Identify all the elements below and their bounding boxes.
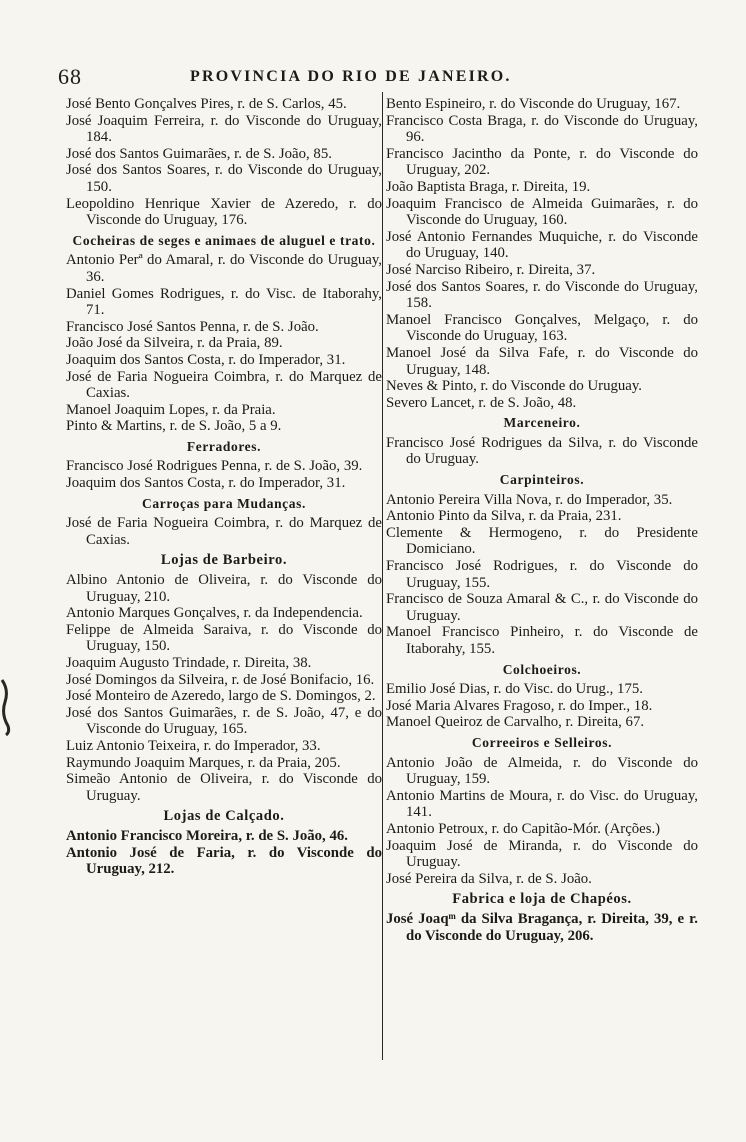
list-item: José Monteiro de Azeredo, largo de S. Domingos, 2.: [66, 688, 376, 705]
list-item: Manoel Queiroz de Carvalho, r. Direita, 67.: [386, 714, 645, 731]
list-item: José Antonio Fernandes Muquiche, r. do Visconde do Uruguay, 140.: [386, 228, 698, 262]
section-heading-colchoeiros: Colchoeiros.: [502, 661, 582, 677]
section-heading-marceneiro: Marceneiro.: [503, 415, 581, 431]
list-item: José Maria Alvares Fragoso, r. do Imper., 18.: [386, 697, 653, 714]
section-heading-carrocas: Carroças para Mudanças.: [142, 495, 306, 511]
list-item: José Pereira da Silva, r. de S. João.: [386, 870, 592, 887]
list-item: Leopoldino Henrique Xavier de Azeredo, r. do Visconde do Uruguay, 176.: [66, 195, 382, 229]
section-heading-correeiros: Correeiros e Selleiros.: [471, 734, 613, 750]
list-item: Francisco José Rodrigues Penna, r. de S. João, 39.: [66, 458, 363, 475]
list-item: José Domingos da Silveira, r. de José Bonifacio, 16.: [66, 671, 375, 688]
list-item: José dos Santos Guimarães, r. de S. João, 47, e do Visconde do Uruguay, 165.: [66, 704, 382, 738]
list-item: José de Faria Nogueira Coimbra, r. do Marquez de Caxias.: [66, 368, 382, 402]
list-item: Raymundo Joaquim Marques, r. da Praia, 205.: [66, 754, 341, 771]
section-heading-cocheiras: Cocheiras de seges e animaes de aluguel e trato.: [72, 232, 376, 248]
list-item: Joaquim Francisco de Almeida Guimarães, r. do Visconde do Uruguay, 160.: [386, 195, 698, 229]
list-item: Antonio Pinto da Silva, r. da Praia, 231.: [386, 508, 622, 525]
list-item: Bento Espineiro, r. do Visconde do Uruguay, 167.: [386, 96, 681, 112]
list-item: José de Faria Nogueira Coimbra, r. do Marquez de Caxias.: [66, 515, 382, 548]
section-heading-carpinteiros: Carpinteiros.: [499, 472, 585, 488]
list-item: Albino Antonio de Oliveira, r. do Visconde do Uruguay, 210.: [66, 572, 382, 605]
list-item: Joaquim Augusto Trindade, r. Direita, 38.: [66, 655, 312, 671]
list-item: José dos Santos Soares, r. do Visconde do Uruguay, 150.: [66, 162, 382, 195]
list-item: Neves & Pinto, r. do Visconde do Uruguay.: [386, 378, 642, 395]
list-item: Manoel Francisco Gonçalves, Melgaço, r. do Visconde do Uruguay, 163.: [386, 311, 698, 345]
list-item: Antonio Petroux, r. do Capitão-Mór. (Arções.): [386, 820, 661, 837]
list-item: Antonio Perª do Amaral, r. do Visconde do Uruguay, 36.: [66, 252, 382, 285]
list-item: Severo Lancet, r. de S. João, 48.: [386, 394, 577, 411]
list-item: José dos Santos Soares, r. do Visconde do Uruguay, 158.: [386, 278, 698, 312]
list-item: Francisco de Souza Amaral & C., r. do Visconde do Uruguay.: [386, 591, 698, 624]
section-heading-calcado: Lojas de Calçado.: [163, 808, 285, 825]
list-item: Emilio José Dias, r. do Visc. do Urug., 175.: [386, 681, 643, 698]
section-heading-ferradores: Ferradores.: [186, 438, 262, 454]
list-item: João Baptista Braga, r. Direita, 19.: [386, 178, 591, 195]
list-item: Antonio Pereira Villa Nova, r. do Imperador, 35.: [386, 491, 673, 508]
list-item: Joaquim dos Santos Costa, r. do Imperador, 31.: [66, 475, 346, 492]
list-item: José Joaqᵐ da Silva Bragança, r. Direita, 39, e r. do Visconde do Uruguay, 206.: [386, 910, 698, 944]
right-column: [386, 96, 698, 944]
list-item: Joaquim dos Santos Costa, r. do Imperador, 31.: [66, 351, 346, 368]
list-item: Manoel José da Silva Fafe, r. do Visconde do Uruguay, 148.: [386, 344, 698, 378]
list-item: Joaquim José de Miranda, r. do Visconde do Uruguay.: [386, 837, 698, 871]
running-title: PROVINCIA DO RIO DE JANEIRO.: [190, 68, 512, 85]
list-item: Clemente & Hermogeno, r. do Presidente Domiciano.: [386, 524, 698, 558]
binding-mark-icon: [0, 676, 13, 736]
list-item: Daniel Gomes Rodrigues, r. do Visc. de Itaborahy, 71.: [66, 285, 382, 319]
list-item: Francisco Jacintho da Ponte, r. do Visconde do Uruguay, 202.: [386, 145, 698, 179]
list-item: José Joaquim Ferreira, r. do Visconde do Uruguay, 184.: [66, 112, 382, 146]
left-column: [66, 96, 382, 878]
list-item: Felippe de Almeida Saraiva, r. do Visconde do Uruguay, 150.: [66, 621, 382, 655]
list-item: Antonio Marques Gonçalves, r. da Independencia.: [66, 605, 363, 622]
list-item: Francisco Costa Braga, r. do Visconde do Uruguay, 96.: [386, 112, 698, 146]
list-item: José dos Santos Guimarães, r. de S. João, 85.: [66, 145, 332, 162]
list-item: Pinto & Martins, r. de S. João, 5 a 9.: [66, 418, 282, 435]
column-divider: [382, 92, 383, 1060]
list-item: Simeão Antonio de Oliveira, r. do Visconde do Uruguay.: [66, 771, 382, 804]
list-item: Luiz Antonio Teixeira, r. do Imperador, 33.: [66, 737, 321, 754]
list-item: Francisco José Rodrigues, r. do Visconde do Uruguay, 155.: [386, 558, 698, 591]
page-number: 68: [58, 64, 82, 89]
section-heading-chapeos: Fabrica e loja de Chapéos.: [452, 891, 632, 908]
page-header: [58, 64, 698, 90]
list-item: José Bento Gonçalves Pires, r. de S. Carlos, 45.: [66, 96, 347, 112]
list-item: Francisco José Santos Penna, r. de S. João.: [66, 318, 319, 335]
list-item: José Narciso Ribeiro, r. Direita, 37.: [386, 261, 596, 278]
list-item: Antonio João de Almeida, r. do Visconde do Uruguay, 159.: [386, 754, 698, 788]
list-item: Antonio Francisco Moreira, r. de S. João, 46.: [66, 827, 348, 844]
list-item: Francisco José Rodrigues da Silva, r. do Visconde do Uruguay.: [386, 434, 698, 468]
list-item: Antonio José de Faria, r. do Visconde do Uruguay, 212.: [66, 844, 382, 878]
list-item: Antonio Martins de Moura, r. do Visc. do Uruguay, 141.: [386, 787, 698, 821]
list-item: Manoel Francisco Pinheiro, r. do Visconde de Itaborahy, 155.: [386, 624, 698, 657]
list-item: Manoel Joaquim Lopes, r. da Praia.: [66, 401, 276, 418]
list-item: João José da Silveira, r. da Praia, 89.: [66, 335, 283, 352]
section-heading-barbeiro: Lojas de Barbeiro.: [160, 552, 288, 569]
